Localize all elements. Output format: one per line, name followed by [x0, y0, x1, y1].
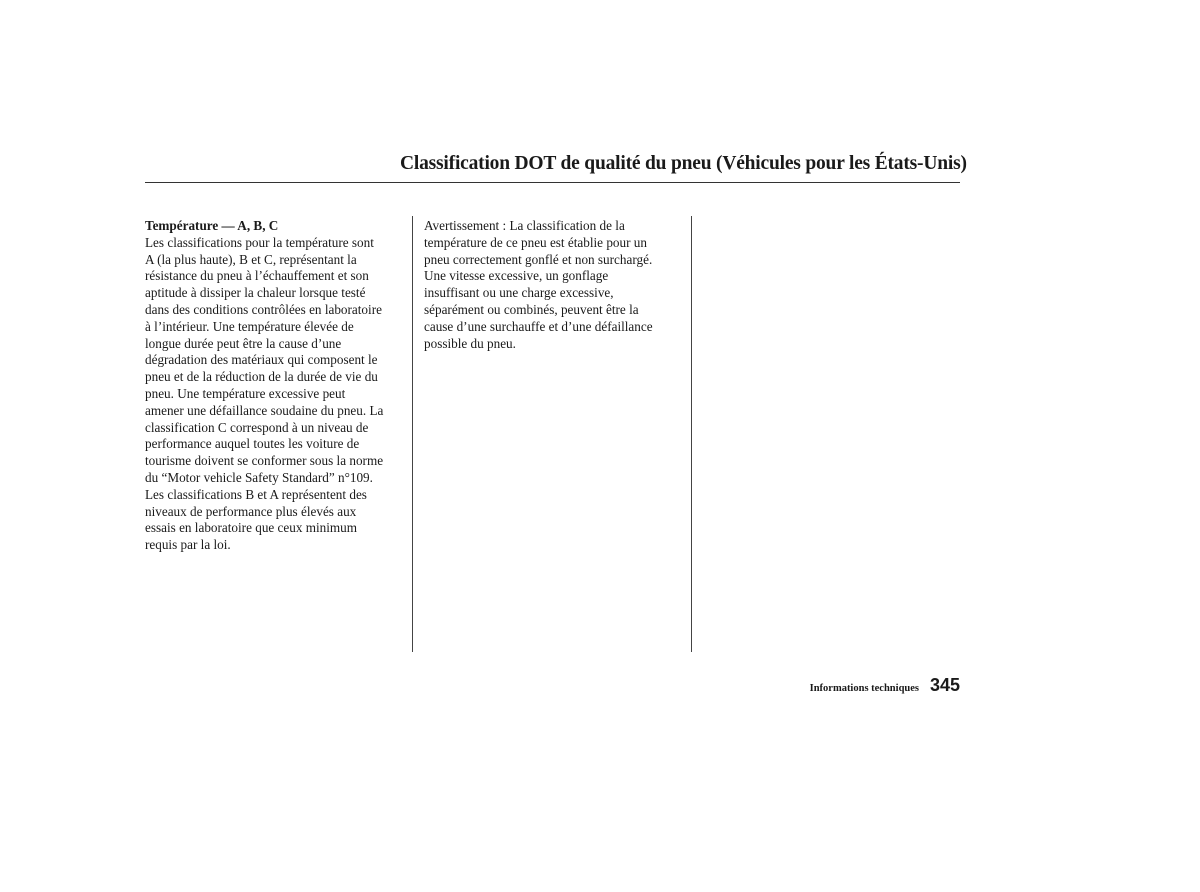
warning-line: insuffisant ou une charge excessive,: [424, 285, 614, 301]
body-line: performance auquel toutes les voiture de: [145, 436, 360, 452]
warning-line: Une vitesse excessive, un gonflage: [424, 268, 609, 284]
body-line: tourisme doivent se conformer sous la norme: [145, 453, 384, 469]
body-line: niveaux de performance plus élevés aux: [145, 503, 357, 519]
section-heading: Température — A, B, C: [145, 218, 279, 233]
body-line: à l’intérieur. Une température élevée de: [145, 318, 354, 334]
column-divider: [412, 216, 413, 652]
body-line: classification C correspond à un niveau de: [145, 419, 369, 435]
body-line: résistance du pneu à l’échauffement et son: [145, 268, 369, 284]
warning-line: Avertissement : La classification de la: [424, 218, 625, 233]
warning-line: possible du pneu.: [424, 335, 516, 351]
body-line: du “Motor vehicle Safety Standard” n°109.: [145, 469, 373, 485]
body-line: dans des conditions contrôlées en laboratoire: [145, 301, 382, 317]
body-line: essais en laboratoire que ceux minimum: [145, 520, 358, 536]
page-number: 345: [929, 675, 960, 695]
body-line: Les classifications pour la température sont: [145, 234, 374, 250]
left-column: [145, 218, 403, 554]
body-line: dégradation des matériaux qui composent le: [145, 352, 378, 368]
warning-line: cause d’une surchauffe et d’une défaillance: [424, 318, 653, 334]
title-rule: [145, 182, 960, 183]
body-line: A (la plus haute), B et C, représentant la: [145, 251, 357, 267]
body-line: aptitude à dissiper la chaleur lorsque testé: [145, 285, 366, 301]
footer-section-label: Informations techniques: [809, 683, 919, 694]
body-line: pneu et de la réduction de la durée de vie du: [145, 369, 378, 385]
body-line: pneu. Une température excessive peut: [145, 385, 346, 401]
body-line: amener une défaillance soudaine du pneu. La: [145, 402, 384, 418]
warning-line: séparément ou combinés, peuvent être la: [424, 301, 639, 317]
body-line: requis par la loi.: [145, 537, 231, 553]
page-title: Classification DOT de qualité du pneu (Véhicules pour les États-Unis): [400, 153, 967, 174]
body-line: longue durée peut être la cause d’une: [145, 335, 342, 351]
body-line: Les classifications B et A représentent des: [145, 486, 367, 502]
column-divider: [691, 216, 692, 652]
warning-line: pneu correctement gonflé et non surchargé.: [424, 251, 653, 267]
right-column: [424, 218, 682, 352]
warning-line: température de ce pneu est établie pour un: [424, 234, 647, 250]
